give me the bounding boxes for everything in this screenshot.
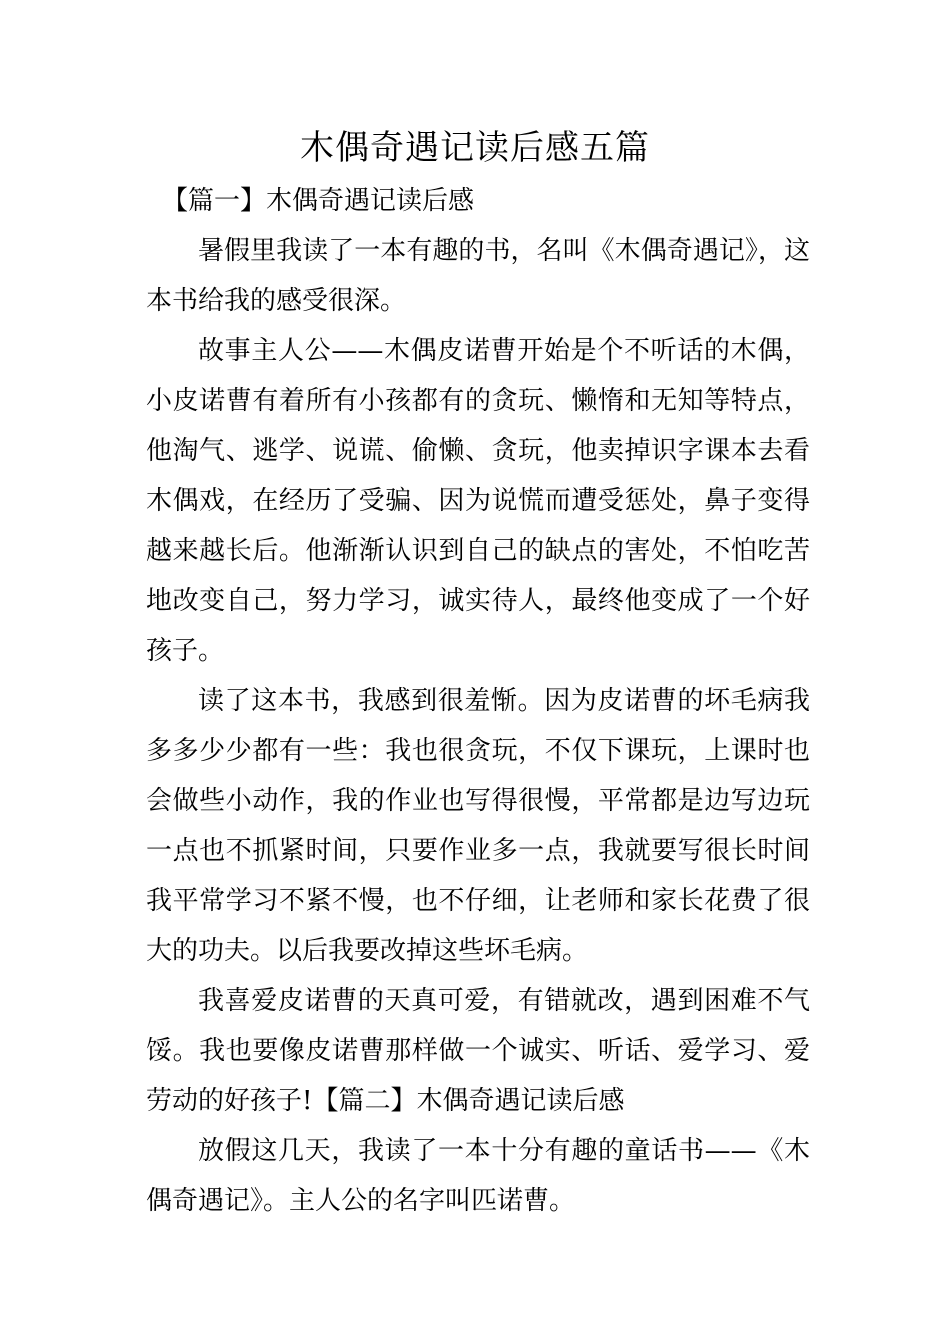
document-title: 木偶奇遇记读后感五篇	[300, 128, 650, 168]
paragraph-2: 故事主人公——木偶皮诺曹开始是个不听话的木偶，小皮诺曹有着所有小孩都有的贪玩、懒惰和无知等特点，他淘气、逃学、说谎、偷懒、贪玩，他卖掉识字课本去看木偶戏，在经历了受骗、因为说慌而遭受惩处，鼻子变得越来越长后。他渐渐认识到自己的缺点的害处，不怕吃苦地改变自己，努力学习，诚实待人，最终他变成了一个好孩子。	[146, 336, 810, 666]
section-heading-1: 【篇一】木偶奇遇记读后感	[162, 186, 475, 216]
paragraph-5: 放假这几天，我读了一本十分有趣的童话书——《木偶奇遇记》。主人公的名字叫匹诺曹。	[146, 1136, 810, 1216]
paragraph-4	[146, 976, 810, 1126]
paragraph-1: 暑假里我读了一本有趣的书，名叫《木偶奇遇记》，这本书给我的感受很深。	[146, 236, 810, 316]
paragraph-3: 读了这本书，我感到很羞惭。因为皮诺曹的坏毛病我多多少少都有一些：我也很贪玩，不仅下课玩，上课时也会做些小动作，我的作业也写得很慢，平常都是边写边玩一点也不抓紧时间，只要作业多一点，我就要写很长时间我平常学习不紧不慢，也不仔细，让老师和家长花费了很大的功夫。以后我要改掉这些坏毛病。	[146, 686, 810, 966]
section-heading-2: 【篇二】木偶奇遇记读后感	[312, 1086, 625, 1116]
paragraph-4-text: 我喜爱皮诺曹的天真可爱，有错就改，遇到困难不气馁。我也要像皮诺曹那样做一个诚实、听话、爱学习、爱劳动的好孩子!	[146, 986, 810, 1116]
document-body	[146, 176, 810, 1226]
